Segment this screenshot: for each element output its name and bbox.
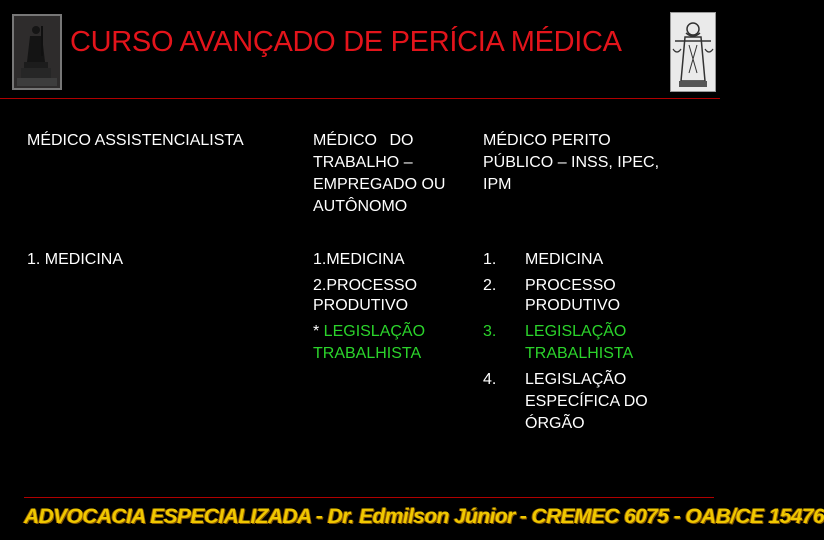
- col3-item-line: PROCESSO: [525, 277, 616, 294]
- col3-item-line: MEDICINA: [525, 251, 604, 268]
- page-title: CURSO AVANÇADO DE PERÍCIA MÉDICA: [70, 26, 622, 58]
- justice-statue-icon: [12, 14, 62, 90]
- footer-banner: ADVOCACIA ESPECIALIZADA - Dr. Edmilson Júnior - CREMEC 6075 - OAB/CE 15476: [24, 505, 824, 528]
- footer-divider: [24, 497, 714, 498]
- col3-number: 2.: [483, 277, 497, 294]
- col3-item-line: LEGISLAÇÃO: [525, 323, 627, 340]
- col2-note-line: [313, 322, 425, 342]
- col3-heading-line: PÚBLICO – INSS, IPEC,: [483, 154, 660, 171]
- col1-heading: MÉDICO ASSISTENCIALISTA: [27, 132, 244, 149]
- col3-number: 1.: [483, 251, 497, 268]
- col2-item: PRODUTIVO: [313, 297, 409, 314]
- col2-heading-line: EMPREGADO OU: [313, 176, 446, 193]
- col2-item: 2.PROCESSO: [313, 277, 418, 294]
- col3-number: 3.: [483, 323, 497, 340]
- col3-number: 4.: [483, 371, 497, 388]
- col3-heading-line: IPM: [483, 176, 512, 193]
- header-divider: [0, 98, 720, 99]
- col2-note-asterisk: *: [313, 323, 324, 340]
- col3-item-line: TRABALHISTA: [525, 345, 634, 362]
- col3-heading-line: MÉDICO PERITO: [483, 132, 611, 149]
- col1-item: 1. MEDICINA: [27, 251, 124, 268]
- col2-heading-line: MÉDICO DO: [313, 132, 414, 149]
- col3-item-line: ÓRGÃO: [525, 415, 585, 432]
- col2-heading-line: TRABALHO –: [313, 154, 413, 171]
- col2-heading-line: AUTÔNOMO: [313, 198, 408, 215]
- col3-item-line: PRODUTIVO: [525, 297, 621, 314]
- col2-note-line: TRABALHISTA: [313, 345, 422, 362]
- col3-item-line: ESPECÍFICA DO: [525, 393, 648, 410]
- col2-item: 1.MEDICINA: [313, 251, 405, 268]
- col2-note-text: LEGISLAÇÃO: [323, 323, 426, 340]
- col3-item-line: LEGISLAÇÃO: [525, 371, 627, 388]
- lady-justice-icon: [670, 12, 716, 92]
